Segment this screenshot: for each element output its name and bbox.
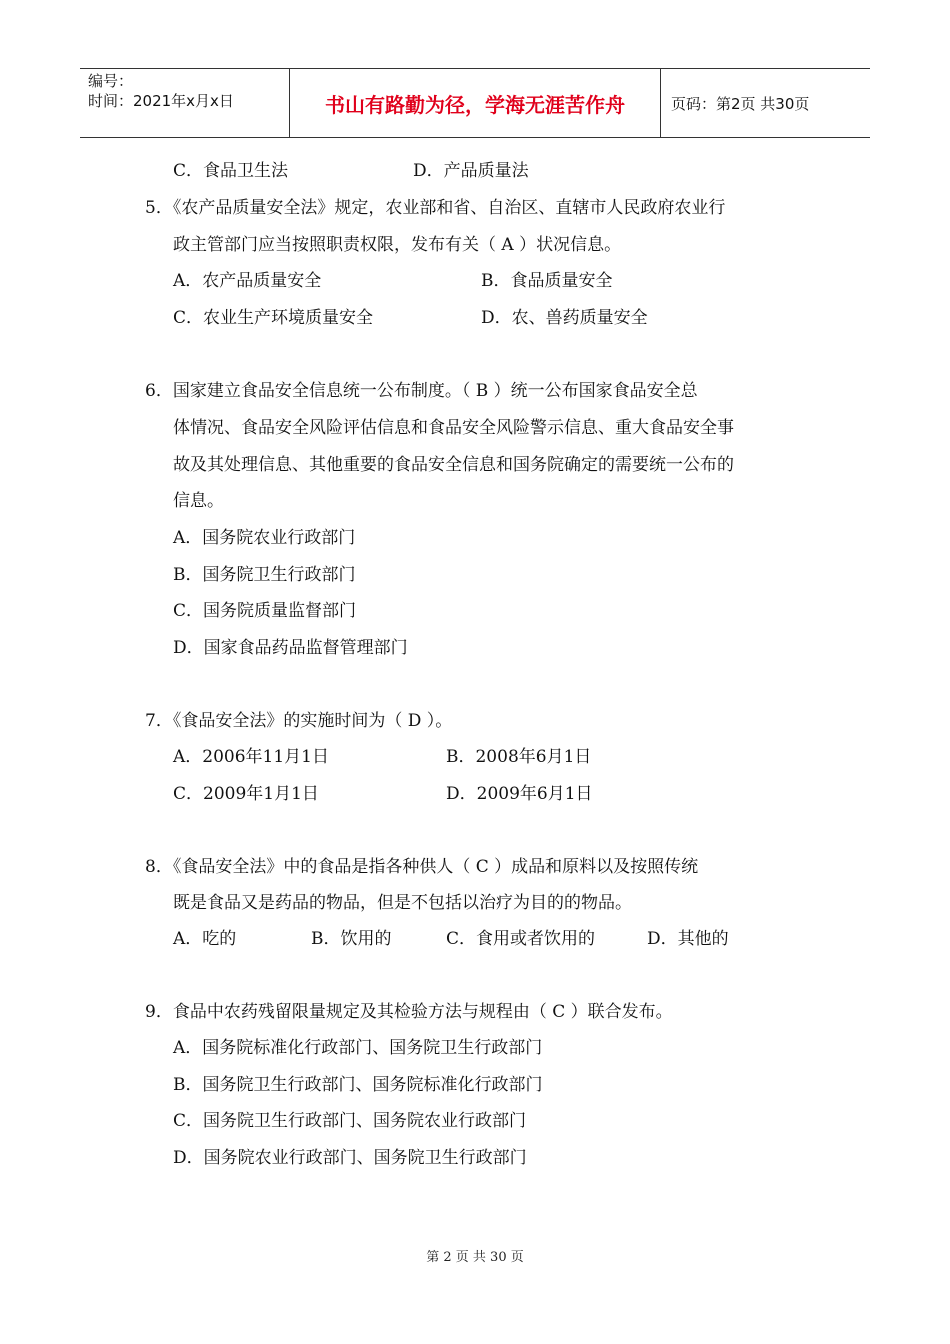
header-meta <box>80 69 290 137</box>
q5-text-line2: 政主管部门应当按照职责权限，发布有关（ A ）状况信息。 <box>173 235 622 255</box>
q4-option-c: C．食品卫生法 <box>173 161 289 181</box>
q5-text-line1: 5．《农产品质量安全法》规定，农业部和省、自治区、直辖市人民政府农业行 <box>145 198 726 218</box>
page-footer: 第 2 页 共 30 页 <box>426 1250 524 1265</box>
q9-option-d: D．国务院农业行政部门、国务院卫生行政部门 <box>173 1148 527 1168</box>
q9-option-a: A．国务院标准化行政部门、国务院卫生行政部门 <box>173 1038 543 1058</box>
q9-option-b: B．国务院卫生行政部门、国务院标准化行政部门 <box>173 1075 543 1095</box>
q6-option-a: A．国务院农业行政部门 <box>173 528 356 548</box>
q5-option-c: C．农业生产环境质量安全 <box>173 308 374 328</box>
q9-option-c: C．国务院卫生行政部门、国务院农业行政部门 <box>173 1111 527 1131</box>
q4-option-d: D．产品质量法 <box>413 161 529 181</box>
q5-option-a: A．农产品质量安全 <box>173 271 322 291</box>
q7-option-c: C．2009年1月1日 <box>173 784 319 804</box>
q7-option-b: B．2008年6月1日 <box>446 747 592 767</box>
q6-option-d: D．国家食品药品监督管理部门 <box>173 638 408 658</box>
q8-text-line2: 既是食品又是药品的物品，但是不包括以治疗为目的的物品。 <box>173 893 632 913</box>
q7-text-line1: 7．《食品安全法》的实施时间为（ D ）。 <box>145 711 453 731</box>
q8-option-c: C．食用或者饮用的 <box>446 929 596 949</box>
header-page-info: 页码：第2页 共30页 <box>671 94 810 113</box>
q6-option-b: B．国务院卫生行政部门 <box>173 565 356 585</box>
q6-text-line2: 体情况、食品安全风险评估信息和食品安全风险警示信息、重大食品安全事 <box>173 418 734 438</box>
q8-option-d: D．其他的 <box>647 929 729 949</box>
q6-text-line4: 信息。 <box>173 491 224 511</box>
q6-text-line3: 故及其处理信息、其他重要的食品安全信息和国务院确定的需要统一公布的 <box>173 455 734 475</box>
q8-option-a: A．吃的 <box>173 929 237 949</box>
q8-option-b: B．饮用的 <box>311 929 392 949</box>
q6-text-line1: 6．国家建立食品安全信息统一公布制度。（ B ）统一公布国家食品安全总 <box>145 381 698 401</box>
q8-text-line1: 8．《食品安全法》中的食品是指各种供人（ C ）成品和原料以及按照传统 <box>145 857 699 877</box>
q9-text-line1: 9．食品中农药残留限量规定及其检验方法与规程由（ C ）联合发布。 <box>145 1002 673 1022</box>
q5-option-d: D．农、兽药质量安全 <box>481 308 648 328</box>
q7-option-a: A．2006年11月1日 <box>173 747 329 767</box>
q5-option-b: B．食品质量安全 <box>481 271 613 291</box>
number-label: 编号： <box>88 72 134 90</box>
q7-option-d: D．2009年6月1日 <box>446 784 593 804</box>
page-header <box>80 68 870 138</box>
q6-option-c: C．国务院质量监督部门 <box>173 601 357 621</box>
date-label: 时间：2021年x月x日 <box>88 92 234 110</box>
header-motto: 书山有路勤为径，学海无涯苦作舟 <box>290 69 661 137</box>
